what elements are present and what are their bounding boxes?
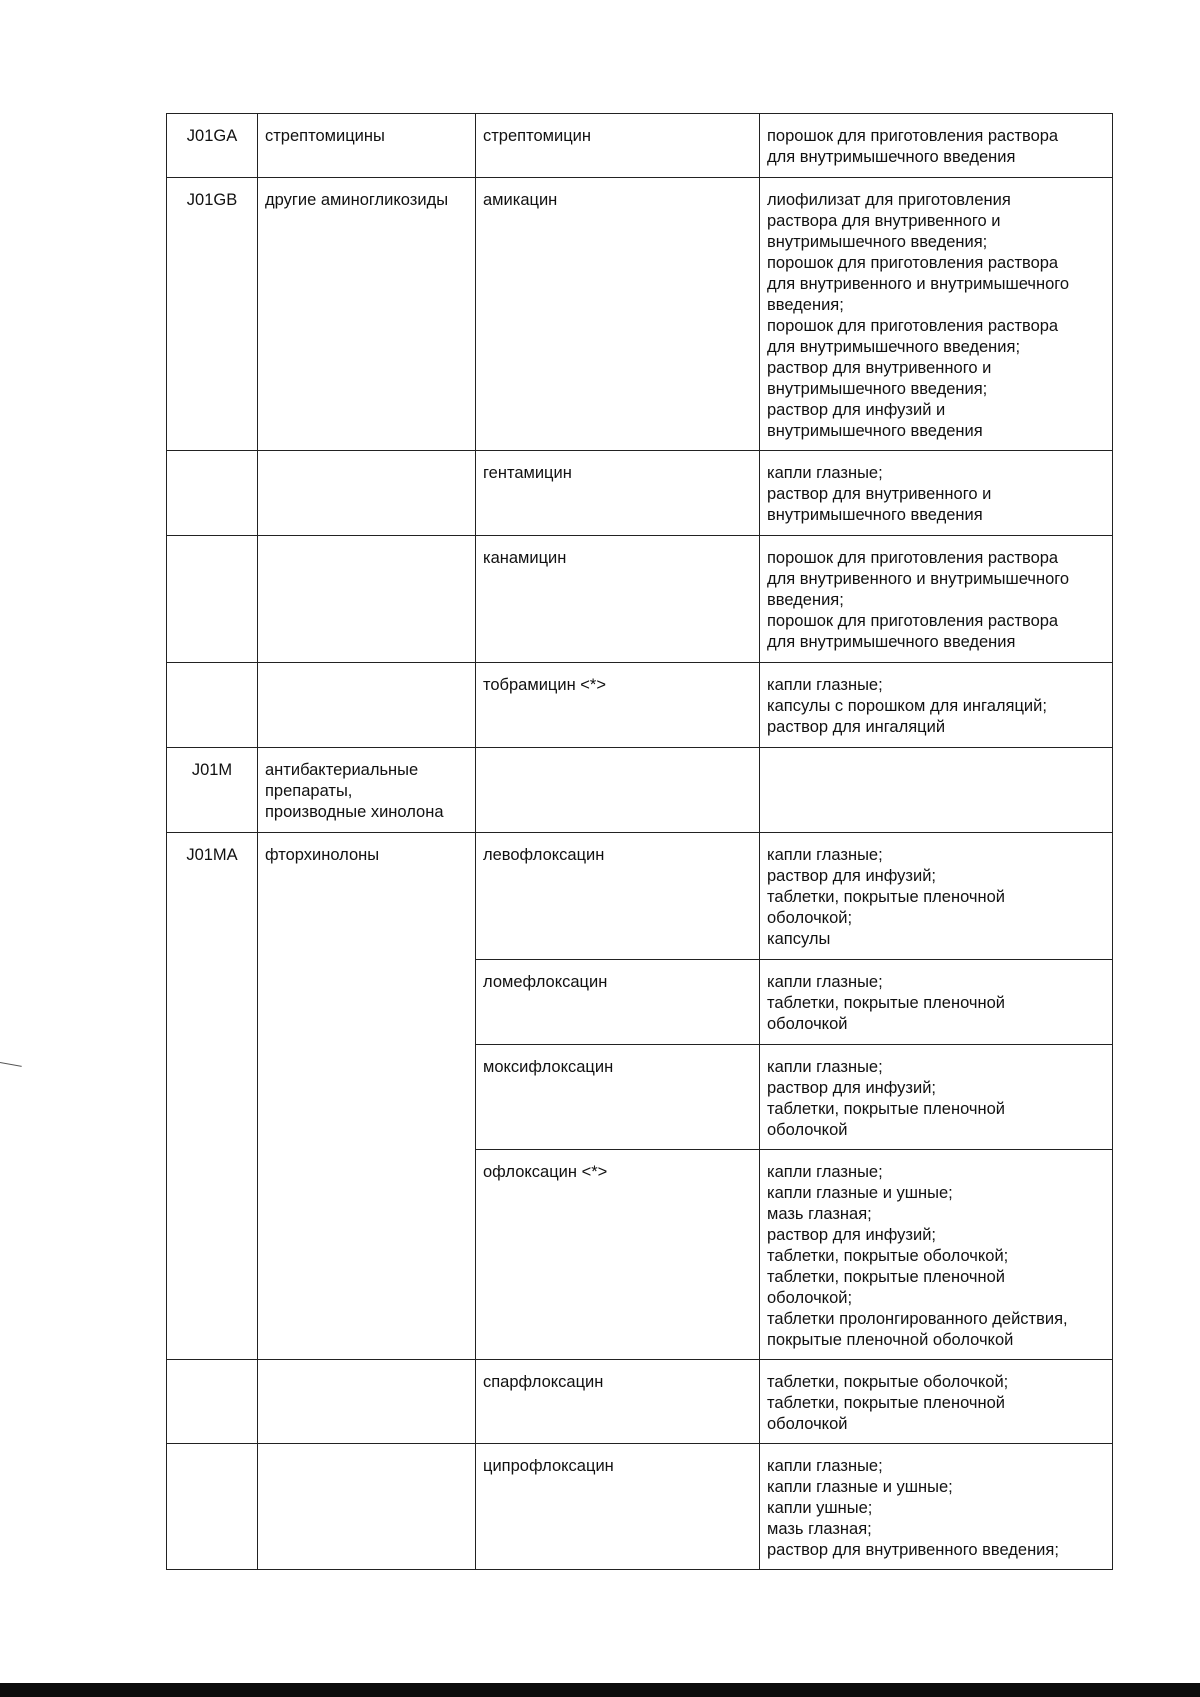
drug-cell [476, 748, 760, 833]
forms-cell [760, 1150, 1113, 1360]
group-cell [258, 833, 476, 1360]
code-cell [167, 748, 258, 833]
drug-text: гентамицин [483, 464, 572, 482]
table-body [167, 114, 1113, 1570]
group-cell [258, 451, 476, 536]
forms-text: капли глазные; раствор для инфузий; таблетки, покрытые пленочной оболочкой; капсулы [767, 846, 1005, 948]
forms-cell [760, 748, 1113, 833]
table-row [167, 748, 1113, 833]
forms-cell [760, 960, 1113, 1045]
code-text: J01GB [186, 191, 238, 209]
drug-cell [476, 1150, 760, 1360]
forms-cell [760, 1045, 1113, 1150]
forms-cell [760, 663, 1113, 748]
code-cell [167, 1360, 258, 1444]
table-row [167, 114, 1113, 178]
code-text: J01M [191, 761, 233, 779]
code-cell [167, 536, 258, 663]
table-row [167, 451, 1113, 536]
drug-cell [476, 1045, 760, 1150]
forms-text: порошок для приготовления раствора для внутримышечного введения [767, 127, 1059, 166]
scan-bottom-border [0, 1683, 1200, 1697]
forms-text: капли глазные; капли глазные и ушные; капли ушные; мазь глазная; раствор для внутривенного введения; [767, 1457, 1059, 1559]
group-cell [258, 178, 476, 451]
drug-cell [476, 960, 760, 1045]
code-cell [167, 114, 258, 178]
forms-cell [760, 1444, 1113, 1570]
table-row [167, 536, 1113, 663]
group-cell [258, 1444, 476, 1570]
drug-text: ломефлоксацин [483, 973, 608, 991]
drug-text: моксифлоксацин [483, 1058, 614, 1076]
code-cell [167, 663, 258, 748]
drug-cell [476, 1444, 760, 1570]
drug-text: спарфлоксацин [483, 1373, 604, 1391]
drug-table [166, 113, 1113, 1570]
group-text: стрептомицины [265, 127, 385, 145]
forms-text: порошок для приготовления раствора для внутривенного и внутримышечного введения; порошок для приготовления раствора для внутримышечного введения [767, 549, 1070, 651]
drug-text: ципрофлоксацин [483, 1457, 614, 1475]
forms-cell [760, 451, 1113, 536]
table-row [167, 663, 1113, 748]
group-cell [258, 663, 476, 748]
code-cell [167, 1444, 258, 1570]
forms-cell [760, 178, 1113, 451]
group-text: другие аминогликозиды [265, 191, 449, 209]
group-cell [258, 1360, 476, 1444]
forms-text: капли глазные; таблетки, покрытые пленочной оболочкой [767, 973, 1005, 1033]
drug-text: амикацин [483, 191, 558, 209]
drug-text: канамицин [483, 549, 567, 567]
drug-cell [476, 178, 760, 451]
table-row [167, 178, 1113, 451]
forms-text: капли глазные; капсулы с порошком для ингаляций; раствор для ингаляций [767, 676, 1047, 736]
code-text: J01MA [186, 846, 238, 864]
forms-cell [760, 833, 1113, 960]
drug-cell [476, 1360, 760, 1444]
code-cell [167, 178, 258, 451]
group-text: фторхинолоны [265, 846, 380, 864]
group-cell [258, 536, 476, 663]
forms-cell [760, 1360, 1113, 1444]
group-cell [258, 114, 476, 178]
forms-text: лиофилизат для приготовления раствора для внутривенного и внутримышечного введения; порошок для приготовления раствора для внутривенного и внутримышечного введения; порошок для приготовления раствора для внутримышечного введения; раствор для внутривенного и внутримышечного введения; раствор для инфузий и внутримышечного введения [767, 191, 1070, 440]
forms-text: таблетки, покрытые оболочкой; таблетки, покрытые пленочной оболочкой [767, 1373, 1009, 1433]
drug-cell [476, 663, 760, 748]
scan-edge-mark [0, 1062, 22, 1067]
drug-cell [476, 114, 760, 178]
drug-text: тобрамицин <*> [483, 676, 606, 694]
drug-cell [476, 833, 760, 960]
forms-text: капли глазные; капли глазные и ушные; мазь глазная; раствор для инфузий; таблетки, покрытые оболочкой; таблетки, покрытые пленочной оболочкой; таблетки пролонгированного действия, покрытые пленочной оболочкой [767, 1163, 1068, 1349]
table-row [167, 1444, 1113, 1570]
code-text: J01GA [186, 127, 238, 145]
forms-text: капли глазные; раствор для инфузий; таблетки, покрытые пленочной оболочкой [767, 1058, 1005, 1139]
table-row [167, 833, 1113, 960]
drug-text: стрептомицин [483, 127, 591, 145]
table-row [167, 1360, 1113, 1444]
group-cell [258, 748, 476, 833]
forms-cell [760, 114, 1113, 178]
drug-text: офлоксацин <*> [483, 1163, 608, 1181]
forms-cell [760, 536, 1113, 663]
drug-cell [476, 451, 760, 536]
drug-text: левофлоксацин [483, 846, 605, 864]
code-cell [167, 833, 258, 1360]
forms-text: капли глазные; раствор для внутривенного и внутримышечного введения [767, 464, 992, 524]
group-text: антибактериальные препараты, производные хинолона [265, 761, 444, 821]
code-cell [167, 451, 258, 536]
drug-cell [476, 536, 760, 663]
